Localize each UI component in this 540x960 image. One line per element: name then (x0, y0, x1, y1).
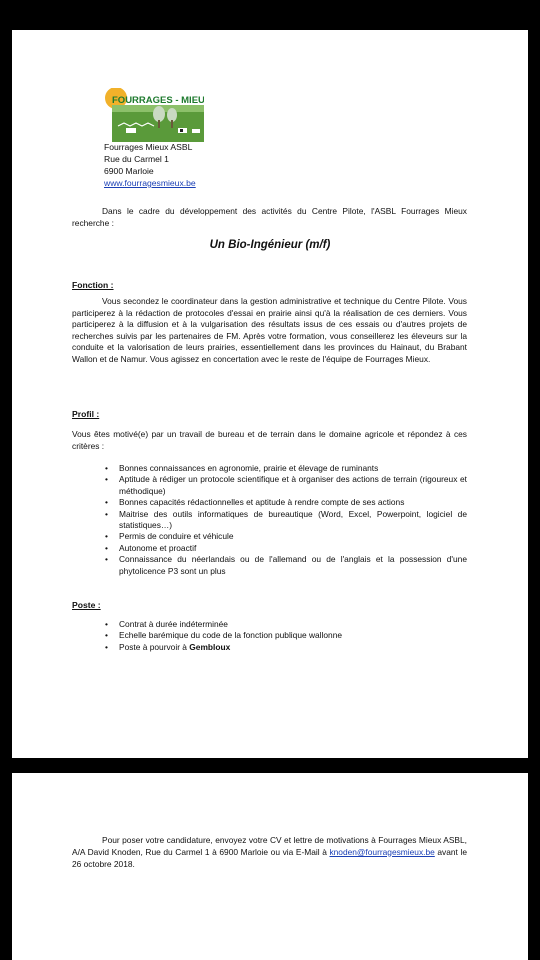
list-item: • Echelle barémique du code de la fonction publique wallonne (72, 630, 467, 641)
org-name: Fourrages Mieux ASBL (104, 142, 193, 152)
fourrages-mieux-logo (104, 88, 204, 142)
list-item (72, 642, 467, 653)
candidature-deadline: avant le 26 octobre 2018. (72, 846, 467, 869)
document-page-2 (12, 773, 528, 960)
intro-paragraph: Dans le cadre du développement des activités du Centre Pilote, l'ASBL Fourrages Mieux recherche : (72, 206, 467, 228)
poste-list (72, 619, 467, 653)
email-link[interactable]: knoden@fourragesmieux.be (329, 846, 435, 857)
poste-heading: Poste : (72, 600, 101, 610)
list-item: • Permis de conduire et véhicule (72, 531, 467, 542)
candidature-text: Pour poser votre candidature, envoyez votre CV et lettre de motivations à Fourrages Mieux ASBL, A/A David Knoden, Rue du Carmel 1 à 6900 Marloie ou via E-Mail à (72, 835, 467, 857)
profil-list (72, 463, 467, 577)
profil-intro: Vous êtes motivé(e) par un travail de bureau et de terrain dans le domaine agricole et répondez à ces critères : (72, 429, 467, 451)
list-item: • Bonnes capacités rédactionnelles et aptitude à rendre compte de ses actions (72, 497, 467, 508)
fonction-heading: Fonction : (72, 280, 114, 290)
city: 6900 Marloie (104, 166, 154, 176)
fonction-paragraph: Vous secondez le coordinateur dans la gestion administrative et technique du Centre Pilote. Vous participerez à la rédaction de protocoles d'essai en prairie ainsi qu'à la réalisation de ces derniers. Vous participerez à la diffusion et à la vulgarisation des résultats issus de ces essais ou d'autres projets de recherches suivis par les partenaires de FM. Après votre formation, vous conseillerez les éleveurs sur la conduite et la valorisation de leurs prairies, essentiellement dans les provinces du Hainaut, du Brabant Wallon et de Namur. Vous agissez en concertation avec le reste de l'équipe de Fourrages Mieux. (72, 296, 467, 364)
logo-graphic (104, 88, 204, 142)
profil-heading: Profil : (72, 409, 100, 419)
sender-address (104, 141, 196, 189)
street: Rue du Carmel 1 (104, 154, 169, 164)
location-prefix: Poste à pourvoir à (119, 641, 190, 652)
document-page-1 (12, 30, 528, 758)
list-item: • Bonnes connaissances en agronomie, prairie et élevage de ruminants (72, 463, 467, 474)
website-link[interactable]: www.fourragesmieux.be (104, 178, 196, 188)
list-item: • Aptitude à rédiger un protocole scientifique et à organiser des actions de terrain (rigoureux et méthodique) (72, 474, 467, 497)
svg-text:FOURRAGES - MIEUX: FOURRAGES - MIEUX (112, 95, 204, 106)
list-item: • Connaissance du néerlandais ou de l'allemand ou de l'anglais et la possession d'une phytolicence P3 sont un plus (72, 554, 467, 577)
location: Gembloux (189, 641, 231, 652)
candidature-paragraph (72, 835, 467, 870)
list-item: • Maitrise des outils informatiques de bureautique (Word, Excel, Powerpoint, logiciel de statistiques…) (72, 509, 467, 532)
list-item: • Contrat à durée indéterminée (72, 619, 467, 630)
job-title: Un Bio-Ingénieur (m/f) (209, 239, 331, 251)
list-item: • Autonome et proactif (72, 543, 467, 554)
